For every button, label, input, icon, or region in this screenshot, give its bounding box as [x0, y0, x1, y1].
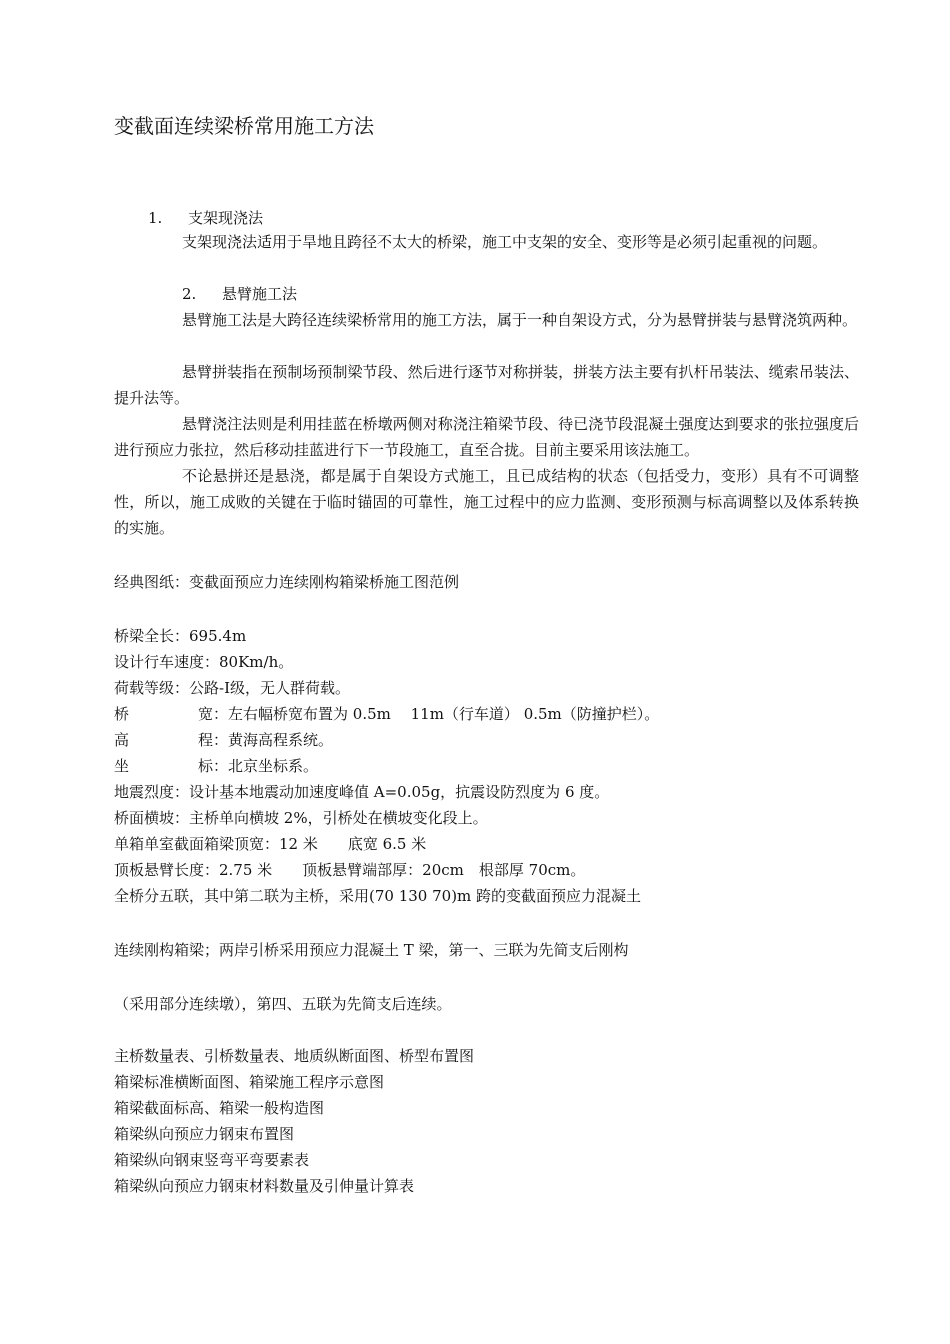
spec-line: 地震烈度：设计基本地震动加速度峰值 A=0.05g，抗震设防烈度为 6 度。 [114, 783, 610, 801]
section-heading-2 [182, 281, 297, 307]
spec-line: 单箱单室截面箱梁顶宽：12 米 底宽 6.5 米 [114, 835, 427, 853]
section-title: 悬臂施工法 [222, 285, 298, 303]
spec-line: 全桥分五联，其中第二联为主桥，采用(70 130 70)m 跨的变截面预应力混凝土 [114, 887, 642, 905]
drawing-list-item: 箱梁纵向预应力钢束布置图 [114, 1125, 295, 1143]
section-number: 1. [148, 209, 163, 227]
spec-line: 顶板悬臂长度：2.75 米 顶板悬臂端部厚：20cm 根部厚 70cm。 [114, 861, 586, 879]
drawing-list-item: 箱梁纵向预应力钢束材料数量及引伸量计算表 [114, 1177, 415, 1195]
section-title: 支架现浇法 [188, 209, 264, 227]
drawing-list-item: 主桥数量表、引桥数量表、地质纵断面图、桥型布置图 [114, 1047, 475, 1065]
spec-text: 程：黄海高程系统。 [198, 731, 334, 749]
spec-line: 桥面横坡：主桥单向横坡 2%，引桥处在横坡变化段上。 [114, 809, 488, 827]
drawing-list-item: 箱梁截面标高、箱梁一般构造图 [114, 1099, 325, 1117]
spec-continuation: 连续刚构箱梁；两岸引桥采用预应力混凝土 T 梁，第一、三联为先简支后刚构 [114, 941, 629, 959]
section-heading-1 [148, 205, 263, 231]
spec-label-char: 桥 [114, 705, 130, 723]
paragraph: 不论悬拼还是悬浇，都是属于自架设方式施工，且已成结构的状态（包括受力，变形）具有不可调整性，所以，施工成败的关键在于临时锚固的可靠性，施工过程中的应力监测、变形预测与标高调整以及体系转换的实施。 [114, 467, 859, 537]
drawing-list-item: 箱梁标准横断面图、箱梁施工程序示意图 [114, 1073, 385, 1091]
spec-label-char: 高 [114, 731, 130, 749]
spec-text: 宽：左右幅桥宽布置为 0.5m 11m（行车道） 0.5m（防撞护栏）。 [198, 705, 660, 723]
section-number: 2. [182, 285, 197, 303]
paragraph: 悬臂拼装指在预制场预制梁节段、然后进行逐节对称拼装，拼装方法主要有扒杆吊装法、缆索吊装法、提升法等。 [114, 363, 859, 407]
spec-text: 标：北京坐标系。 [198, 757, 319, 775]
spec-line: 桥梁全长：695.4m [114, 627, 247, 645]
spec-line [114, 753, 318, 779]
paragraph: 悬臂施工法是大跨径连续梁桥常用的施工方法，属于一种自架设方式，分为悬臂拼装与悬臂浇筑两种。 [182, 311, 858, 329]
drawing-list-item: 箱梁纵向钢束竖弯平弯要素表 [114, 1151, 310, 1169]
spec-line [114, 701, 659, 727]
spec-continuation: （采用部分连续墩），第四、五联为先简支后连续。 [114, 995, 452, 1013]
paragraph: 悬臂浇注法则是利用挂蓝在桥墩两侧对称浇注箱梁节段、待已浇节段混凝土强度达到要求的张拉强度后进行预应力张拉，然后移动挂蓝进行下一节段施工，直至合拢。目前主要采用该法施工。 [114, 415, 859, 459]
document-title: 变截面连续梁桥常用施工方法 [114, 114, 374, 138]
spec-line: 荷载等级：公路-Ⅰ级，无人群荷载。 [114, 679, 350, 697]
spec-line: 设计行车速度：80Km/h。 [114, 653, 294, 671]
example-heading: 经典图纸：变截面预应力连续刚构箱梁桥施工图范例 [114, 573, 460, 591]
paragraph: 支架现浇法适用于旱地且跨径不太大的桥梁，施工中支架的安全、变形等是必须引起重视的问题。 [182, 233, 828, 251]
spec-line [114, 727, 333, 753]
spec-label-char: 坐 [114, 757, 130, 775]
